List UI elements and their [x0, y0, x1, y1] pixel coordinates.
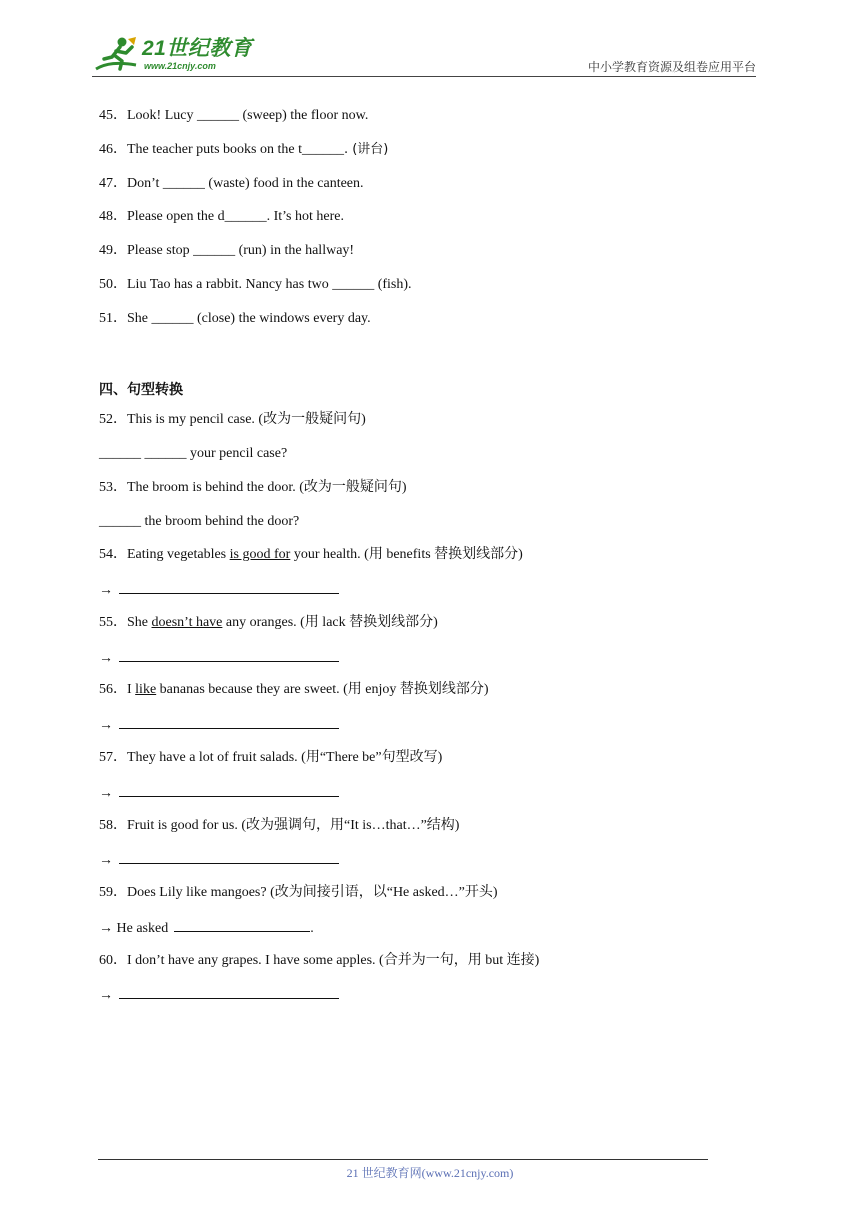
arrow-icon: →: [99, 651, 113, 666]
page-header: [92, 34, 756, 78]
question-number: 57．: [99, 750, 127, 765]
section-title: 四、句型转换: [99, 382, 183, 398]
underlined-phrase: is good for: [229, 547, 291, 562]
answer-blank[interactable]: ______: [301, 142, 344, 157]
question-text: Liu Tao has a rabbit. Nancy has two: [127, 277, 333, 292]
underlined-phrase: like: [135, 682, 157, 697]
question-58: [99, 817, 459, 835]
underlined-phrase: doesn’t have: [151, 615, 223, 630]
question-49: [99, 242, 354, 260]
question-number: 49．: [99, 243, 127, 258]
question-number: 45．: [99, 108, 127, 123]
question-52: [99, 411, 366, 429]
answer-54: [99, 580, 339, 600]
question-text: Don’t: [127, 176, 163, 191]
answer-blank[interactable]: ______: [224, 209, 267, 224]
answer-60: [99, 985, 339, 1005]
answer-text: the broom behind the door?: [141, 514, 300, 529]
answer-line[interactable]: [119, 850, 339, 864]
question-text: (sweep) the floor now.: [238, 108, 369, 123]
question-text: Eating vegetables: [127, 547, 230, 562]
question-text: . It’s hot here.: [266, 209, 344, 224]
logo-url: www.21cnjy.com: [144, 61, 216, 71]
answer-blank[interactable]: ______: [99, 514, 141, 529]
question-text: Fruit is good for us. (改为强调句，用“It is…that…”结构): [127, 818, 460, 833]
question-50: [99, 276, 412, 294]
question-text: Look! Lucy: [127, 108, 197, 123]
arrow-icon: →: [99, 786, 113, 801]
answer-line[interactable]: [119, 783, 339, 797]
question-53: [99, 479, 407, 497]
question-text: bananas because they are sweet. (用 enjoy 替换划线部分): [156, 682, 489, 697]
question-text: (waste) food in the canteen.: [204, 176, 364, 191]
question-number: 58．: [99, 818, 127, 833]
answer-52: [99, 445, 287, 463]
question-55: [99, 614, 438, 632]
header-divider: [92, 76, 756, 77]
question-60: [99, 952, 539, 970]
question-56: [99, 681, 489, 699]
question-number: 55．: [99, 615, 127, 630]
answer-blank[interactable]: ______: [151, 311, 194, 326]
question-number: 54．: [99, 547, 127, 562]
question-number: 47．: [99, 176, 127, 191]
answer-line[interactable]: [119, 715, 339, 729]
question-text: Please stop: [127, 243, 194, 258]
question-45: [99, 107, 368, 125]
question-text: . (讲台): [343, 142, 389, 157]
question-text: (run) in the hallway!: [235, 243, 355, 258]
answer-line[interactable]: [119, 985, 339, 999]
question-number: 59．: [99, 885, 127, 900]
arrow-icon: →: [99, 988, 113, 1003]
answer-blank[interactable]: ______: [193, 243, 236, 258]
question-text: Does Lily like mangoes? (改为间接引语，以“He asked…”开头): [127, 885, 498, 900]
question-text: Please open the d: [127, 209, 225, 224]
question-text: (fish).: [374, 277, 412, 292]
question-number: 51．: [99, 311, 127, 326]
question-text: I: [127, 682, 136, 697]
question-text: your health. (用 benefits 替换划线部分): [290, 547, 523, 562]
answer-53: [99, 513, 299, 531]
answer-59: [99, 918, 314, 938]
question-number: 60．: [99, 953, 127, 968]
question-text: They have a lot of fruit salads. (用“There be”句型改写): [127, 750, 443, 765]
logo-text: 21世纪教育: [142, 37, 253, 60]
answer-text: → He asked: [99, 921, 169, 936]
answer-line[interactable]: [119, 648, 339, 662]
question-number: 46．: [99, 142, 127, 157]
answer-line[interactable]: [119, 580, 339, 594]
footer-divider: [98, 1159, 708, 1160]
arrow-icon: →: [99, 583, 113, 598]
question-text: She: [127, 311, 152, 326]
question-number: 53．: [99, 480, 127, 495]
question-number: 52．: [99, 412, 127, 427]
answer-text: .: [310, 921, 314, 936]
header-platform-text: 中小学教育资源及组卷应用平台: [587, 60, 756, 74]
answer-57: [99, 783, 339, 803]
question-text: any oranges. (用 lack 替换划线部分): [222, 615, 438, 630]
question-text: This is my pencil case. (改为一般疑问句): [127, 412, 366, 427]
logo: [92, 34, 262, 76]
question-48: [99, 208, 344, 226]
question-number: 48．: [99, 209, 127, 224]
question-51: [99, 310, 371, 328]
footer-text: 21 世纪教育网(www.21cnjy.com): [346, 1166, 514, 1180]
answer-line[interactable]: [174, 918, 310, 932]
question-number: 56．: [99, 682, 127, 697]
question-text: The teacher puts books on the t: [127, 142, 302, 157]
answer-blank[interactable]: ______: [99, 446, 141, 461]
answer-blank[interactable]: ______: [162, 176, 205, 191]
question-47: [99, 175, 364, 193]
answer-blank[interactable]: ______: [144, 446, 187, 461]
question-text: She: [127, 615, 152, 630]
question-text: (close) the windows every day.: [193, 311, 371, 326]
question-text: I don’t have any grapes. I have some apples. (合并为一句，用 but 连接): [127, 953, 540, 968]
arrow-icon: →: [99, 853, 113, 868]
question-46: [99, 141, 388, 159]
question-text: The broom is behind the door. (改为一般疑问句): [127, 480, 407, 495]
question-54: [99, 546, 523, 564]
answer-55: [99, 648, 339, 668]
question-number: 50．: [99, 277, 127, 292]
answer-blank[interactable]: ______: [332, 277, 375, 292]
question-57: [99, 749, 442, 767]
question-59: [99, 884, 498, 902]
answer-56: [99, 715, 339, 735]
answer-text: your pencil case?: [186, 446, 288, 461]
answer-blank[interactable]: ______: [196, 108, 239, 123]
runner-logo-icon: [92, 35, 138, 75]
arrow-icon: →: [99, 718, 113, 733]
answer-58: [99, 850, 339, 870]
